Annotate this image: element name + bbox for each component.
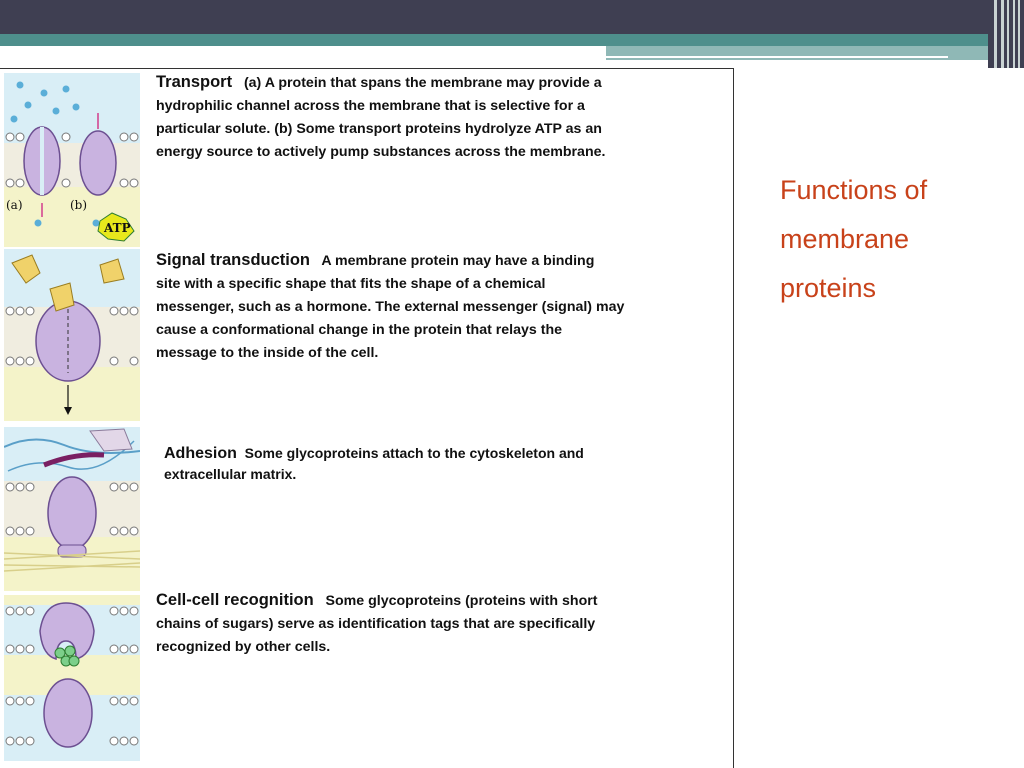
- slide-title-line-3: proteins: [780, 273, 877, 303]
- recognition-illustration: [4, 595, 140, 761]
- membrane-protein-figure: [0, 68, 734, 768]
- recognition-line-3: recognized by other cells.: [156, 639, 331, 655]
- transport-description: [156, 71, 726, 164]
- signal-illustration: [4, 249, 140, 421]
- adhesion-line-2: extracellular matrix.: [164, 466, 297, 482]
- transport-illustration: [4, 73, 140, 247]
- adhesion-heading: Adhesion: [164, 445, 237, 462]
- recognition-description: [156, 589, 726, 659]
- adhesion-line-1: Some glycoproteins attach to the cytoskeleton and: [244, 445, 584, 461]
- signal-line-3: messenger, such as a hormone. The external messenger (signal) may: [156, 299, 625, 315]
- signal-description: [156, 249, 726, 365]
- header-bar: [0, 0, 1024, 34]
- header-white-strip: [0, 46, 606, 66]
- header-thin-line: [606, 56, 948, 58]
- signal-line-4: cause a conformational change in the protein that relays the: [156, 322, 563, 338]
- transport-line-4: energy source to actively pump substances across the membrane.: [156, 144, 606, 160]
- atp-label: ATP: [104, 221, 131, 235]
- slide-title-line-2: membrane: [780, 224, 910, 254]
- recognition-heading: Cell-cell recognition: [156, 591, 314, 609]
- signal-line-1: A membrane protein may have a binding: [321, 253, 595, 269]
- corner-ornament: [988, 0, 1024, 68]
- adhesion-description: [164, 443, 734, 484]
- transport-label-a: (a): [6, 198, 23, 212]
- transport-line-3: particular solute. (b) Some transport proteins hydrolyze ATP as an: [156, 121, 602, 137]
- transport-heading: Transport: [156, 73, 233, 91]
- recognition-line-1: Some glycoproteins (proteins with short: [325, 593, 598, 609]
- transport-label-b: (b): [70, 198, 88, 212]
- slide-title-line-1: Functions of: [780, 175, 928, 205]
- recognition-line-2: chains of sugars) serve as identification tags that are specifically: [156, 616, 596, 632]
- signal-heading: Signal transduction: [156, 251, 311, 269]
- transport-line-2: hydrophilic channel across the membrane that is selective for a: [156, 98, 585, 114]
- header-teal-band: [0, 34, 1024, 46]
- transport-line-1: (a) A protein that spans the membrane may provide a: [243, 75, 602, 91]
- adhesion-illustration: [4, 427, 140, 591]
- signal-line-2: site with a specific shape that fits the shape of a chemical: [156, 276, 546, 292]
- slide-title: [780, 166, 1010, 313]
- signal-line-5: message to the inside of the cell.: [156, 345, 379, 361]
